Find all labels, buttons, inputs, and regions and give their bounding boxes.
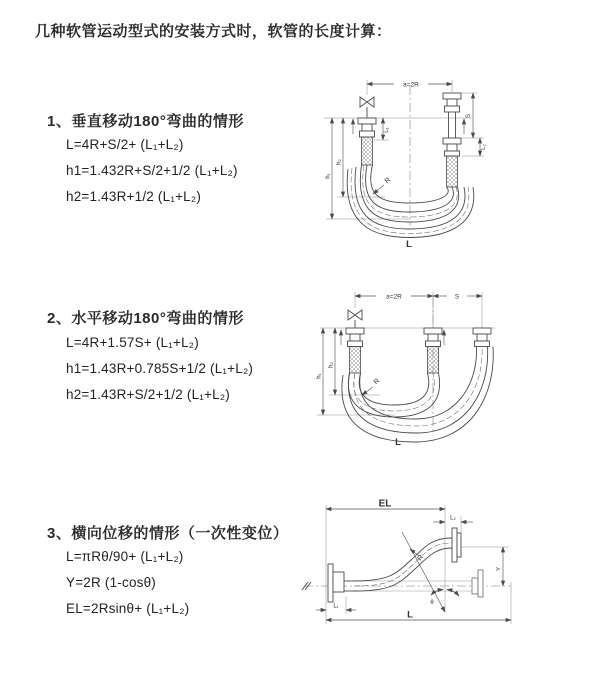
dim-label-y: Y <box>496 566 503 572</box>
middle-fitting <box>424 328 442 373</box>
section-2-formula-h2: h2=1.43R+S/2+1/2 (L₁+L₂) <box>66 387 230 402</box>
braided-hose-left <box>362 137 373 165</box>
section-2-heading: 2、水平移动180°弯曲的情形 <box>47 310 244 327</box>
dim-label-h1: h₁ <box>325 173 332 179</box>
dimension-a2r <box>367 80 452 95</box>
dim-label-l2: L₂ <box>481 144 487 150</box>
dimension-y <box>461 547 509 586</box>
braided-hose-right <box>447 156 458 187</box>
left-flange <box>328 564 354 602</box>
dimension-el <box>326 499 445 625</box>
dim-label-l1: L₁ <box>384 127 390 133</box>
dimension-s <box>462 93 484 138</box>
dimension-l2 <box>462 138 487 156</box>
dim-label-s: S <box>454 293 460 301</box>
angle-theta <box>402 532 459 612</box>
left-fitting <box>346 328 364 373</box>
dim-label-h1: h₁ <box>316 373 323 379</box>
dim-label-a2r: a=2R <box>386 293 402 301</box>
hose-curves-position2 <box>342 347 493 443</box>
section-3-formula-y: Y=2R (1-cosθ) <box>66 575 157 590</box>
dim-label-l-total: L <box>406 239 412 250</box>
dim-label-a2r: a=2R <box>403 81 419 89</box>
braided-hose-middle <box>428 347 439 374</box>
dimension-a2r <box>355 292 482 328</box>
dim-label-r: R <box>372 377 382 387</box>
section-1-heading: 1、垂直移动180°弯曲的情形 <box>47 113 244 130</box>
dimension-l1 <box>316 596 356 614</box>
dim-label-h2: h₂ <box>328 362 335 368</box>
right-fitting <box>473 328 491 347</box>
dim-label-s: S <box>466 113 472 119</box>
section-3-formula-l: L=πRθ/90+ (L₁+L₂) <box>66 549 184 564</box>
dim-label-l-total: L <box>407 609 413 621</box>
diagram-vertical-180-bend <box>310 64 595 259</box>
section-2-formula-h1: h1=1.43R+0.785S+1/2 (L₁+L₂) <box>66 361 254 376</box>
dim-label-l-total: L <box>395 437 401 448</box>
valve-icon <box>348 310 362 328</box>
right-fitting <box>443 93 461 187</box>
dim-label-r: R <box>416 553 426 563</box>
dim-label-theta: θ <box>430 600 434 606</box>
original-position-hose <box>354 570 483 597</box>
braided-hose-left <box>350 347 361 374</box>
dim-label-l2: L₂ <box>450 515 456 522</box>
section-1-formula-h2: h2=1.43R+1/2 (L₁+L₂) <box>66 189 202 204</box>
dimension-s <box>433 294 482 301</box>
dim-label-l1: L₁ <box>333 603 339 610</box>
section-1-formula-h1: h1=1.432R+S/2+1/2 (L₁+L₂) <box>66 163 238 178</box>
radius-callout <box>362 378 381 395</box>
section-3-heading: 3、横向位移的情形（一次性变位） <box>47 525 289 542</box>
left-fitting <box>358 118 376 165</box>
section-1-formula-l: L=4R+S/2+ (L₁+L₂) <box>66 137 184 152</box>
diagram-lateral-displacement <box>298 496 598 648</box>
dim-label-h2: h₂ <box>336 159 343 165</box>
diagram-horizontal-180-bend <box>310 281 600 453</box>
section-3-formula-el: EL=2Rsinθ+ (L₁+L₂) <box>66 601 190 616</box>
valve-icon <box>360 97 374 118</box>
dim-label-el: EL <box>378 498 392 510</box>
dim-label-r: R <box>383 176 393 186</box>
section-2-formula-l: L=4R+1.57S+ (L₁+L₂) <box>66 335 199 350</box>
radius-callout <box>373 177 392 194</box>
page-title: 几种软管运动型式的安装方式时，软管的长度计算： <box>35 23 392 40</box>
